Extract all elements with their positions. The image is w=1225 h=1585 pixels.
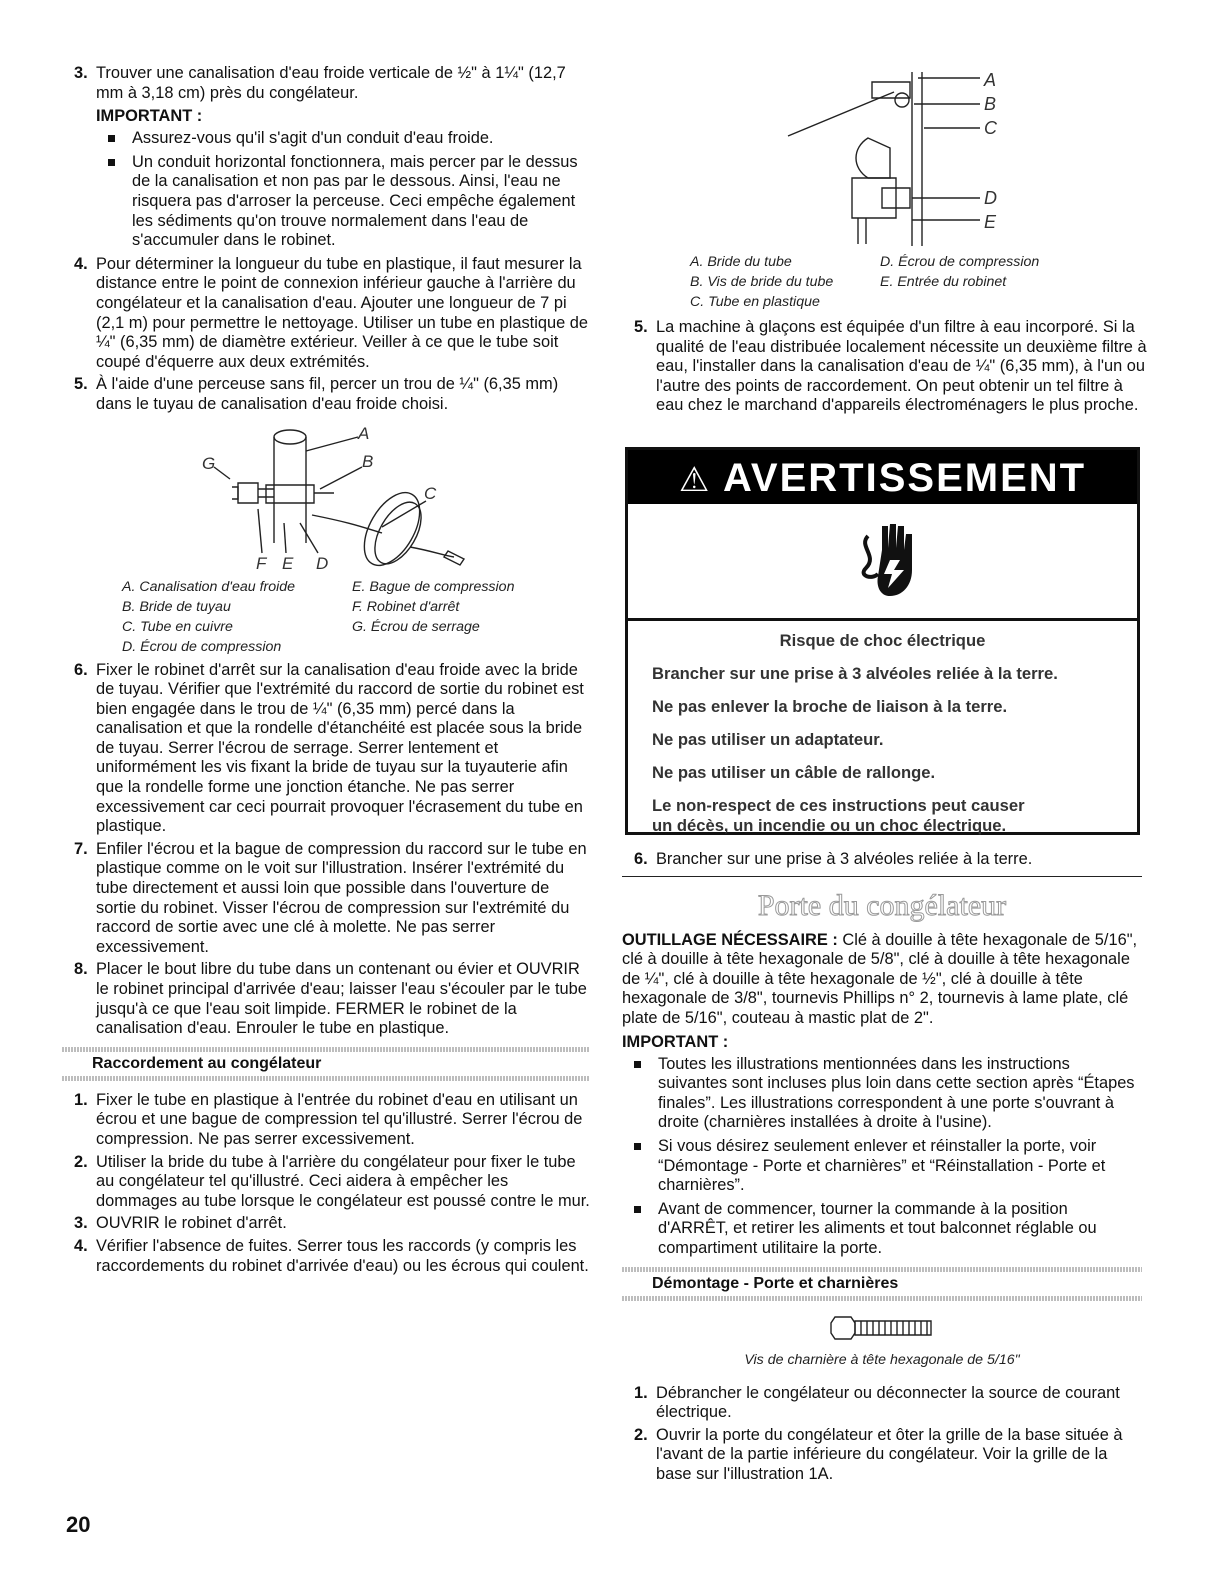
bullet-2: Un conduit horizontal fonctionnera, mais percer par le dessus de la canalisation et non pas par le dessous. Ainsi, l'eau ne risquera pas d'arroser la perceuse. Ceci empêche également les sédiments qu'on trouve normalement dans l'eau de s'accumuler dans le robinet. — [96, 153, 590, 251]
connect-step-1: 1. Fixer le tube en plastique à l'entrée du robinet d'eau en utilisant un écrou et une bague de compression tel qu'illustré. Serrer l'écrou de compression. Ne pas serrer excessivement. — [74, 1090, 583, 1148]
warning-title-bar — [628, 450, 1137, 504]
warning-line-2: Brancher sur une prise à 3 alvéoles reliée à la terre. — [652, 664, 1058, 683]
warning-title: AVERTISSEMENT — [723, 456, 1087, 500]
warning-line-5: Ne pas utiliser un câble de rallonge. — [652, 763, 936, 782]
fig1-label-g: G — [202, 453, 216, 473]
important-label-right: IMPORTANT : — [622, 1032, 729, 1051]
subhead-raccordement: Raccordement au congélateur — [62, 1047, 590, 1081]
connect-step-3: 3. OUVRIR le robinet d'arrêt. — [74, 1214, 287, 1233]
right-bullet-2: Si vous désirez seulement enlever et réinstaller la porte, voir “Démontage - Porte et charnières” et “Réinstallation - Porte et charnières”. — [622, 1137, 1142, 1196]
step-7: 7. Enfiler l'écrou et la bague de compression du raccord sur le tube en plastique comme on le voit sur l'illustration. Insérer l'extrémité du tube directement et aussi loin que possible dans l'ouverture de sortie du robinet. Visser l'écrou de compression sur l'extrémité du raccord de sortie avec une clé à molette. Ne pas serrer excessivement. — [74, 839, 587, 956]
removal-step-2: 2. Ouvrir la porte du congélateur et ôter la grille de la base située à l'avant de la partie inférieure du congélateur. Voir la grille de la base sur l'illustration 1A. — [634, 1425, 1123, 1483]
right-column-lower — [622, 850, 1142, 1487]
shock-hazard-icon — [628, 504, 1137, 621]
page-number: 20 — [66, 1512, 91, 1537]
warning-line-3: Ne pas enlever la broche de liaison à la terre. — [652, 697, 1008, 716]
connect-step-2: 2. Utiliser la bride du tube à l'arrière du congélateur pour fixer le tube au congélateur tel qu'illustré. Ceci aidera à empêcher les dommages au tube lorsque le congélateur est poussé contre le mur. — [74, 1152, 590, 1210]
removal-step-1: 1. Débrancher le congélateur ou déconnecter la source de courant électrique. — [634, 1383, 1120, 1422]
left-column — [62, 64, 590, 1279]
connect-step-4: 4. Vérifier l'absence de fuites. Serrer tous les raccords (y compris les raccordements du robinet d'arrivée d'eau) ou les écrous qui coulent. — [74, 1236, 589, 1275]
divider — [622, 876, 1142, 877]
step-6: 6. Fixer le robinet d'arrêt sur la canalisation d'eau froide avec la bride de tuyau. Vérifier que l'extrémité du raccord de sortie du robinet est bien engagée dans le trou de ¼" (6,35 mm) percé dans la canalisation et que la rondelle d'étanchéité est placée sous la bride de tuyau. Serrer l'écrou de serrage. Serrer lentement et uniformément les vis fixant la bride de tuyau sur la tuyauterie afin que la rondelle forme une jonction étanche. Ne pas serrer excessivement car ceci pourrait provoquer l'écrasement du tube en plastique. — [74, 660, 584, 836]
fig1-label-b: B — [362, 451, 374, 471]
hinge-screw-figure — [622, 1311, 1142, 1350]
section-title: Porte du congélateur — [757, 888, 1007, 922]
fig1-label-c: C — [424, 483, 437, 503]
water-inlet-figure — [772, 68, 1150, 248]
warning-box — [625, 447, 1140, 835]
screw-caption: Vis de charnière à tête hexagonale de 5/16" — [744, 1351, 1020, 1368]
step-8: 8. Placer le bout libre du tube dans un contenant ou évier et OUVRIR le robinet principal d'arrivée d'eau; laisser l'eau s'écouler par le tube jusqu'à ce que l'eau soit limpide. FERMER le robinet de la canalisation d'eau. Enrouler le tube en plastique. — [74, 960, 587, 1038]
warning-line-1: Risque de choc électrique — [779, 631, 986, 650]
step-5: 5. À l'aide d'une perceuse sans fil, percer un trou de ¼" (6,35 mm) dans le tuyau de canalisation d'eau froide choisi. — [74, 375, 559, 413]
tools-paragraph: OUTILLAGE NÉCESSAIRE : Clé à douille à tête hexagonale de 5/16", clé à douille à tête hexagonale de 5/8", clé à douille à tête hexagonale de ¼", clé à douille à tête hexagonale de ½", clé à douille à tête hexagonale de 3/8", tournevis Phillips n° 2, tournevis à lame plate, clé plate de 5/16", couteau à mastic plat de 2". — [622, 930, 1138, 1027]
important-label: IMPORTANT : — [96, 107, 203, 126]
right-step-6: 6. Brancher sur une prise à 3 alvéoles reliée à la terre. — [634, 850, 1033, 868]
fig2-captions: A. Bride du tube D. Écrou de compression B. Vis de bride du tube E. Entrée du robinet C. Tube en plastique — [690, 254, 1040, 310]
fig1-label-a: A — [358, 423, 370, 443]
step-4: 4. Pour déterminer la longueur du tube en plastique, il faut mesurer la distance entre le point de connexion inférieur gauche à l'arrière du congélateur et la canalisation d'eau. Ajouter une longueur de 7 pi (2,1 m) pour permettre le nettoyage. Utiliser un tube en plastique de ¼" (6,35 mm) de diamètre extérieur. Veiller à ce que le tube soit coupé d'équerre aux deux extrémités. — [74, 254, 588, 371]
warning-triangle-icon: ⚠ — [678, 461, 712, 499]
fig2-label-a: A — [984, 70, 997, 90]
warning-line-6: Le non-respect de ces instructions peut causer — [652, 796, 1025, 815]
fig2-label-c: C — [984, 118, 997, 138]
shutoff-valve-figure — [62, 423, 590, 573]
bullet-1: Assurez-vous qu'il s'agit d'un conduit d'eau froide. — [96, 129, 590, 149]
right-step-5: 5. La machine à glaçons est équipée d'un filtre à eau incorporé. Si la qualité de l'eau distribuée localement nécessite un deuxième filtre à eau, l'installer dans la canalisation d'eau de ¼" (6,35 mm), à l'un ou l'autre des points de raccordement. On peut obtenir un tel filtre à eau chez le marchand d'appareils électroménagers le plus proche. — [634, 318, 1147, 415]
right-bullet-1: Toutes les illustrations mentionnées dans les instructions suivantes sont incluses plus loin dans cette section après “Étapes finales”. Les illustrations correspondent à une porte s'ouvrant à droite (charnières installées à droite à l'usine). — [622, 1055, 1142, 1133]
fig1-label-e: E — [282, 553, 294, 573]
fig1-label-f: F — [256, 553, 267, 573]
step-3: 3. Trouver une canalisation d'eau froide verticale de ½" à 1¼" (12,7 mm à 3,18 cm) près du congélateur. — [74, 64, 566, 102]
fig2-label-e: E — [984, 212, 997, 232]
warning-line-4: Ne pas utiliser un adaptateur. — [652, 730, 884, 749]
subhead-demontage: Démontage - Porte et charnières — [622, 1267, 1142, 1301]
fig2-label-b: B — [984, 94, 997, 114]
fig2-label-d: D — [984, 188, 997, 208]
fig1-label-d: D — [316, 553, 329, 573]
hex-screw-icon — [827, 1311, 937, 1345]
fig1-captions: A. Canalisation d'eau froide E. Bague de compression B. Bride de tuyau F. Robinet d'arrêt C. Tube en cuivre G. Écrou de serrage D. Écrou de compression — [122, 578, 515, 655]
right-bullet-3: Avant de commencer, tourner la commande à la position d'ARRÊT, et retirer les aliments et tout balconnet réglable ou compartiment utilitaire la porte. — [622, 1200, 1142, 1259]
warning-line-7: un décès, un incendie ou un choc électrique. — [652, 816, 1007, 835]
right-column — [622, 68, 1150, 419]
